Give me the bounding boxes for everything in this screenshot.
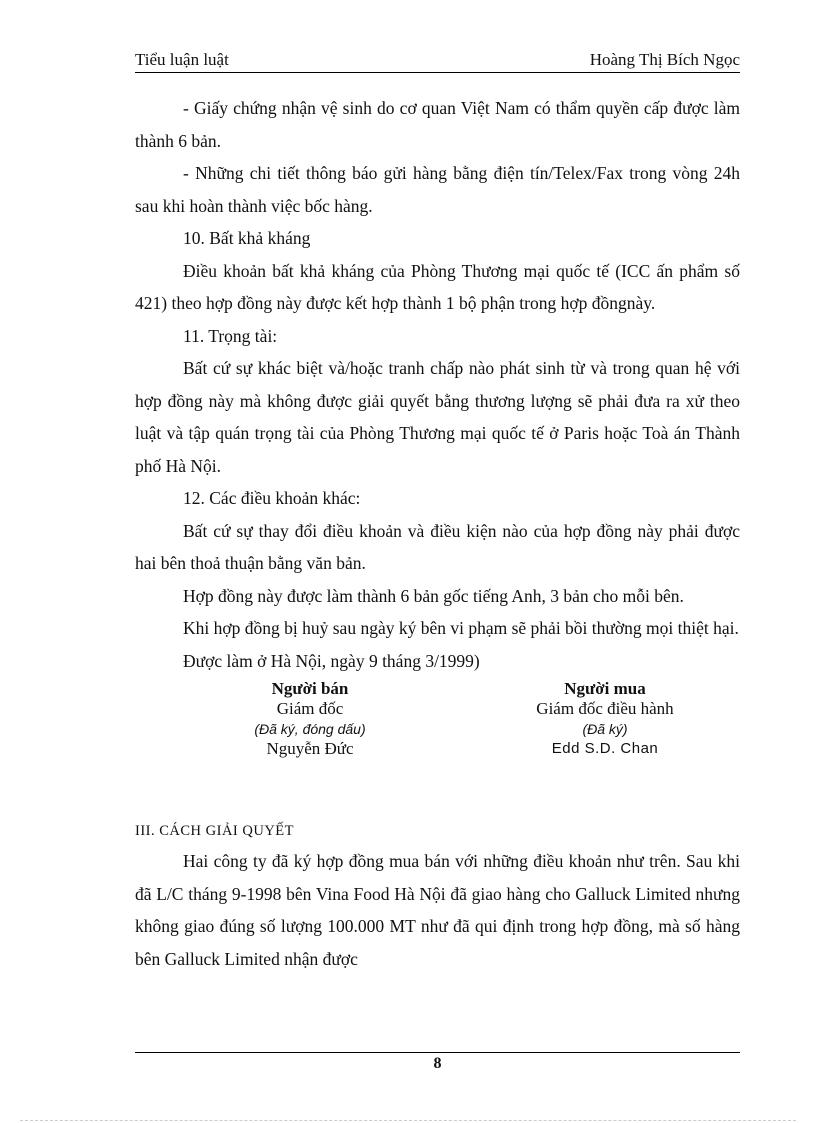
signing-place-date: Được làm ở Hà Nội, ngày 9 tháng 3/1999) [183, 650, 480, 671]
buyer-signature [475, 679, 735, 759]
section-heading: III. CÁCH GIẢI QUYẾT [135, 823, 295, 839]
clause-heading: 10. Bất khả kháng [183, 228, 311, 248]
seller-role: Người bán [271, 679, 349, 698]
page-number: 8 [433, 1055, 442, 1072]
paragraph: Khi hợp đồng bị huỷ sau ngày ký bên vi phạm sẽ phải bồi thường mọi thiệt hại. [183, 618, 739, 638]
header-title: Tiểu luận luật [135, 50, 229, 69]
seller-note: (Đã ký, đóng dấu) [254, 721, 366, 737]
paragraph: Bất cứ sự thay đổi điều khoản và điều kiện nào của hợp đồng này phải được hai bên thoả thuận bằng văn bản. [135, 520, 740, 573]
paragraph: Hợp đồng này được làm thành 6 bản gốc tiếng Anh, 3 bản cho mỗi bên. [183, 585, 684, 606]
page-header [135, 48, 740, 73]
buyer-name: Edd S.D. Chan [551, 740, 659, 757]
buyer-note: (Đã ký) [582, 721, 628, 737]
clause-heading: 11. Trọng tài: [183, 325, 278, 346]
page-break-divider [20, 1120, 796, 1121]
paragraph: Hai công ty đã ký hợp đồng mua bán với những điều khoản như trên. Sau khi đã L/C tháng 9-1998 bên Vina Food Hà Nội đã giao hàng cho Galluck Limited nhưng không giao đúng số lượng 100.000 MT như đã qui định trong hợp đồng, mà số hàng bên Galluck Limited nhận được [135, 851, 740, 969]
seller-signature [195, 679, 425, 759]
buyer-title: Giám đốc điều hành [536, 699, 674, 718]
header-author: Hoàng Thị Bích Ngọc [589, 50, 740, 69]
paragraph: Bất cứ sự khác biệt và/hoặc tranh chấp nào phát sinh từ và trong quan hệ với hợp đồng này mà không được giải quyết bằng thương lượng sẽ phải đưa ra xử theo luật và tập quán trọng tài của Phòng Thương mại quốc tế ở Paris hoặc Toà án Thành phố Hà Nội. [135, 358, 740, 476]
paragraph: Điều khoản bất khả kháng của Phòng Thương mại quốc tế (ICC ấn phẩm số 421) theo hợp đồng này được kết hợp thành 1 bộ phận trong hợp đồngnày. [135, 260, 740, 313]
signature-block [135, 679, 740, 791]
document-body [135, 92, 740, 975]
paragraph: - Những chi tiết thông báo gửi hàng bằng điện tín/Telex/Fax trong vòng 24h sau khi hoàn thành việc bốc hàng. [135, 163, 740, 216]
seller-title: Giám đốc [276, 699, 344, 718]
buyer-role: Người mua [564, 679, 646, 698]
clause-heading: 12. Các điều khoản khác: [183, 488, 361, 508]
paragraph: - Giấy chứng nhận vệ sinh do cơ quan Việt Nam có thẩm quyền cấp được làm thành 6 bản. [135, 98, 740, 151]
seller-name: Nguyễn Đức [266, 739, 354, 758]
page-footer [135, 1052, 740, 1073]
